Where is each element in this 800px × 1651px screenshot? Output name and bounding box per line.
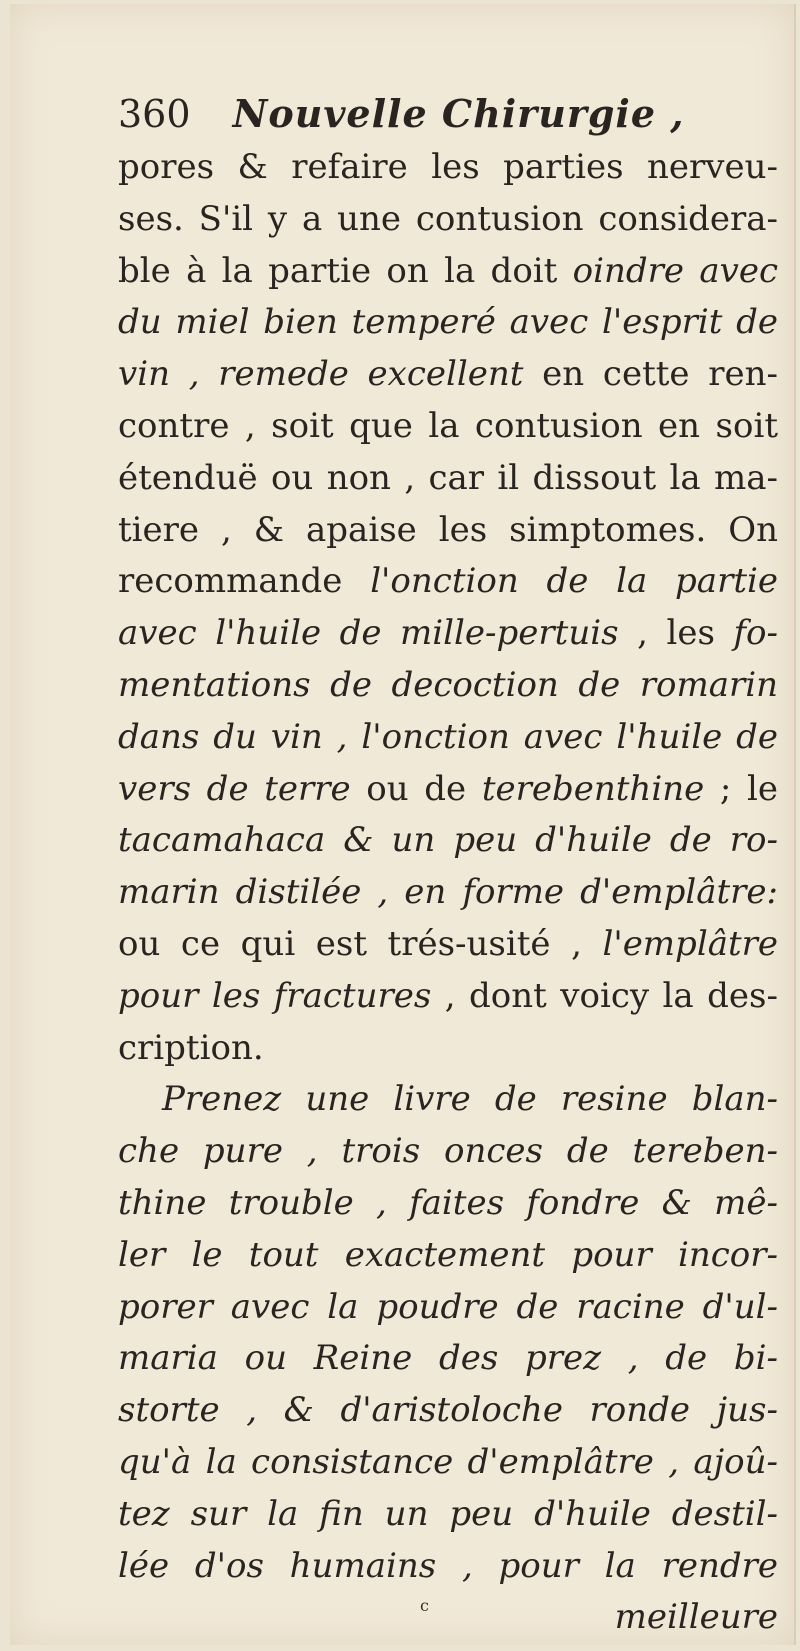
- text-line: [118, 608, 778, 660]
- text-line: [118, 1333, 778, 1385]
- italic-run: Prenez une livre de resine blan-: [162, 1079, 778, 1120]
- italic-run: vin , remede excellent: [118, 354, 524, 395]
- italic-run: terebenthine: [481, 768, 705, 809]
- text-line: [118, 1385, 778, 1437]
- italic-run: porer avec la poudre de racine d'ul-: [118, 1286, 778, 1327]
- italic-run: avec l'huile de mille-pertuis: [118, 613, 619, 654]
- page-text: [118, 86, 778, 1644]
- italic-run: du miel bien temperé avec l'esprit de: [118, 302, 778, 343]
- text-line: [118, 1178, 778, 1230]
- roman-run: ou ce qui est trés-usité ,: [118, 923, 603, 964]
- text-line: [118, 453, 778, 505]
- italic-run: vers de terre: [118, 768, 351, 809]
- body-text: [118, 142, 778, 1644]
- italic-run: dans du vin , l'onction avec l'huile de: [118, 716, 778, 757]
- text-line: [118, 919, 778, 971]
- roman-run: , les: [618, 613, 734, 654]
- text-line: [118, 142, 778, 194]
- text-line: [118, 971, 778, 1023]
- text-line: [118, 1489, 778, 1541]
- italic-run: marin distilée , en forme d'emplâtre:: [118, 872, 778, 913]
- roman-run: ble à la partie on la doit: [118, 250, 573, 291]
- text-line: [118, 1541, 778, 1593]
- text-line: [118, 1592, 778, 1644]
- text-line: [118, 867, 778, 919]
- roman-run: cription.: [118, 1027, 264, 1068]
- roman-run: en cette ren-: [523, 354, 778, 395]
- text-line: [118, 1074, 778, 1126]
- text-line: [118, 660, 778, 712]
- italic-run: qu'à la consistance d'emplâtre , ajoû-: [118, 1441, 778, 1482]
- text-line: [118, 1230, 778, 1282]
- italic-run: tez sur la fin un peu d'huile destil-: [118, 1493, 778, 1534]
- italic-run: oindre avec: [572, 250, 778, 291]
- text-line: [118, 401, 778, 453]
- text-line: [118, 815, 778, 867]
- roman-run: recommande: [118, 561, 371, 602]
- page-number: 360: [118, 92, 191, 136]
- roman-run: , dont voicy la des-: [431, 975, 778, 1016]
- text-line: [118, 1437, 778, 1489]
- italic-run: thine trouble , faites fondre & mê-: [118, 1182, 778, 1223]
- roman-run: pores & refaire les parties nerveu-: [118, 147, 778, 187]
- italic-run: fo-: [733, 613, 778, 654]
- italic-run: l'emplâtre: [602, 923, 778, 964]
- text-line: [118, 1126, 778, 1178]
- book-page: [10, 4, 796, 1645]
- italic-run: pour les fractures: [118, 975, 432, 1016]
- italic-run: tacamahaca & un peu d'huile de ro-: [118, 820, 778, 861]
- text-line: [118, 194, 778, 246]
- italic-run: l'onction de la partie: [370, 561, 778, 602]
- roman-run: ; le: [704, 768, 778, 809]
- running-title: Nouvelle Chirurgie ,: [232, 91, 685, 136]
- italic-run: lée d'os humains , pour la rendre: [118, 1545, 778, 1586]
- text-line: [118, 1023, 778, 1075]
- italic-run: maria ou Reine des prez , de bi-: [118, 1338, 778, 1379]
- signature-mark: c: [420, 1596, 429, 1615]
- text-line: [118, 712, 778, 764]
- roman-run: étenduë ou non , car il dissout la ma-: [118, 457, 778, 498]
- italic-run: meilleure: [614, 1597, 778, 1638]
- text-line: [118, 764, 778, 816]
- text-line: [118, 556, 778, 608]
- text-line: [118, 246, 778, 298]
- roman-run: ses. S'il y a une contusion considera-: [118, 198, 778, 239]
- italic-run: storte , & d'aristoloche ronde jus-: [118, 1390, 778, 1431]
- roman-run: tiere , & apaise les simptomes. On: [118, 509, 778, 550]
- italic-run: ler le tout exactement pour incor-: [118, 1234, 778, 1275]
- running-header: [118, 86, 778, 142]
- italic-run: mentations de decoction de romarin: [118, 664, 778, 705]
- text-line: [118, 297, 778, 349]
- text-line: [118, 1282, 778, 1334]
- roman-run: contre , soit que la contusion en soit: [118, 405, 778, 446]
- roman-run: ou de: [350, 768, 482, 809]
- text-line: [118, 505, 778, 557]
- italic-run: che pure , trois onces de tereben-: [118, 1131, 778, 1172]
- text-line: [118, 349, 778, 401]
